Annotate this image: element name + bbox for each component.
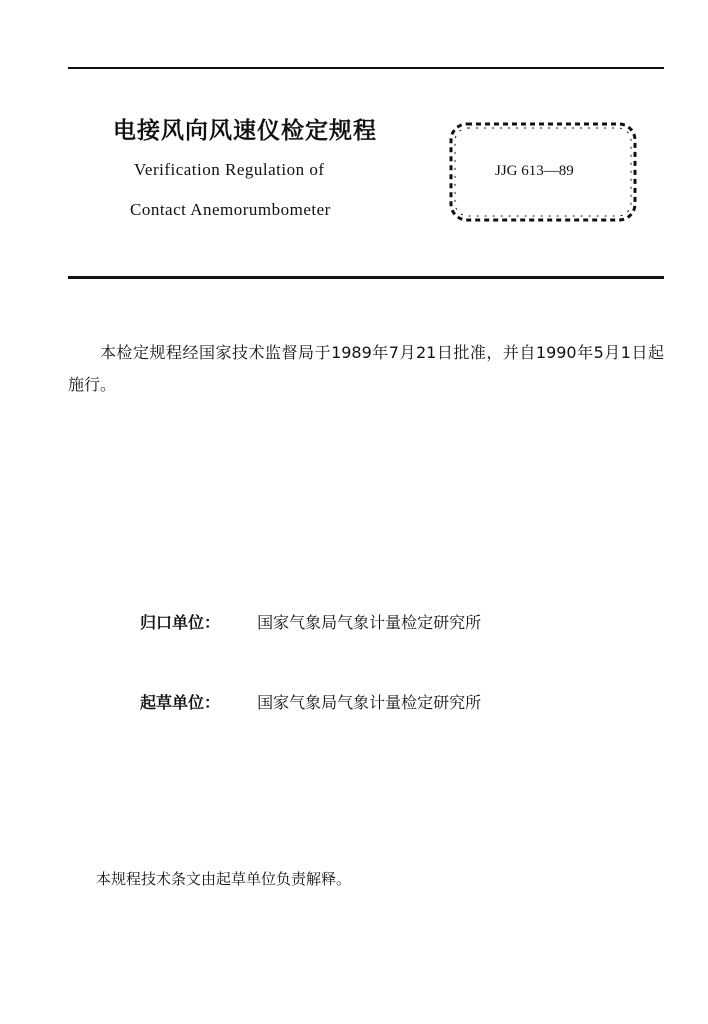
title-chinese: 电接风向风速仪检定规程	[113, 118, 377, 144]
bottom-rule	[68, 276, 664, 279]
drafting-unit-label: 起草单位：	[140, 693, 221, 712]
interpretation-note: 本规程技术条文由起草单位负责解释。	[96, 870, 352, 888]
responsible-unit-row	[140, 610, 481, 633]
drafting-unit-value: 国家气象局气象计量检定研究所	[257, 693, 482, 712]
approval-statement: 本检定规程经国家技术监督局于1989年7月21日批准，并自1990年5月1日起施行。	[68, 343, 664, 394]
drafting-unit-row	[140, 690, 481, 713]
title-english-line-1: Verification Regulation of	[134, 160, 325, 179]
title-english-line-2: Contact Anemorumbometer	[130, 200, 331, 219]
standard-code: JJG 613—89	[495, 163, 574, 179]
responsible-unit-label: 归口单位：	[140, 613, 221, 632]
top-rule	[68, 67, 664, 69]
responsible-unit-value: 国家气象局气象计量检定研究所	[257, 613, 482, 632]
